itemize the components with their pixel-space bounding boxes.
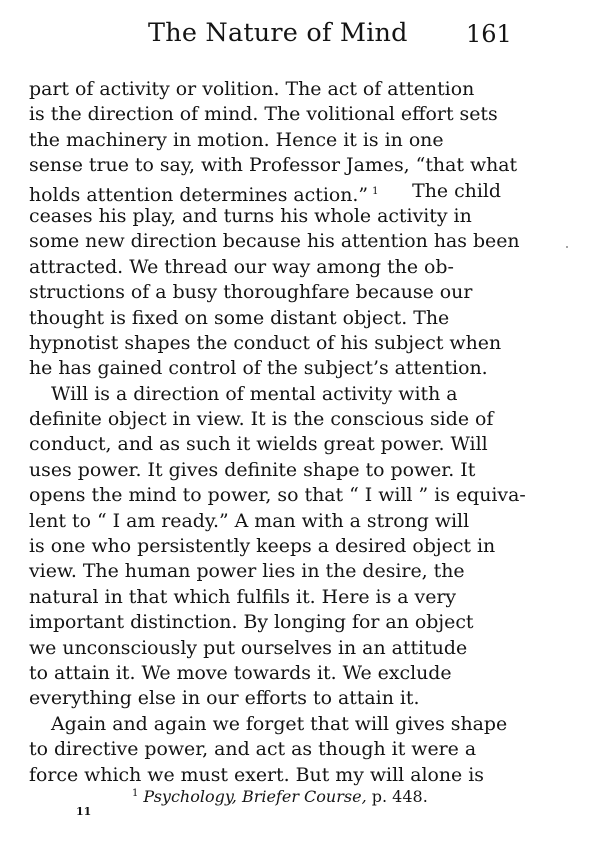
footnote-page: p. 448. bbox=[371, 787, 428, 806]
text-line: holds attention determines action.” $^1$ The child bbox=[29, 179, 501, 206]
footnote bbox=[132, 787, 428, 806]
signature-mark: 11 bbox=[76, 805, 92, 818]
text-line: lent to “ I am ready.” A man with a strong will bbox=[29, 509, 470, 532]
text-line: view. The human power lies in the desire, the bbox=[29, 560, 465, 583]
text-line: sense true to say, with Professor James, “that what bbox=[29, 154, 518, 177]
footnote-mark: 1 bbox=[132, 788, 139, 799]
text-line: force which we must exert. But my will alone is bbox=[29, 763, 484, 786]
text-line: structions of a busy thoroughfare because our bbox=[29, 281, 473, 304]
text-line: is one who persistently keeps a desired object in bbox=[29, 535, 496, 558]
body-text bbox=[29, 77, 526, 788]
text-line: uses power. It gives definite shape to power. It bbox=[29, 458, 476, 481]
text-line: hypnotist shapes the conduct of his subject when bbox=[29, 331, 502, 354]
text-line: to attain it. We move towards it. We exclude bbox=[29, 661, 452, 684]
text-line: the machinery in motion. Hence it is in one bbox=[29, 128, 444, 151]
footnote-reference: 1 bbox=[372, 185, 379, 197]
text-line: to directive power, and act as though it were a bbox=[29, 738, 477, 761]
running-title: The Nature of Mind bbox=[148, 18, 408, 48]
paragraph-start: Again and again we forget that will gives shape bbox=[51, 712, 508, 735]
text-line: we unconsciously put ourselves in an attitude bbox=[29, 636, 468, 659]
text-line: conduct, and as such it wields great power. Will bbox=[29, 433, 488, 456]
text-line: opens the mind to power, so that “ I will ” is equiva- bbox=[29, 484, 526, 507]
text-line: is the direction of mind. The volitional effort sets bbox=[29, 103, 498, 126]
footnote-title: Psychology, Briefer Course, bbox=[143, 787, 367, 806]
text-line: important distinction. By longing for an object bbox=[29, 611, 474, 634]
text-line: ceases his play, and turns his whole activity in bbox=[29, 204, 472, 227]
paragraph-start: Will is a direction of mental activity with a bbox=[51, 382, 458, 405]
text-line: part of activity or volition. The act of attention bbox=[29, 78, 475, 100]
paper-speck bbox=[566, 246, 568, 248]
page-number: 161 bbox=[466, 20, 512, 48]
text-line: he has gained control of the subject’s attention. bbox=[29, 357, 488, 380]
text-line: attracted. We thread our way among the ob- bbox=[29, 255, 454, 278]
text-line: thought is fixed on some distant object. The bbox=[29, 306, 450, 329]
text-line: definite object in view. It is the conscious side of bbox=[29, 408, 494, 431]
text-line: natural in that which fulfils it. Here is a very bbox=[29, 585, 457, 608]
text-line: some new direction because his attention has been bbox=[29, 230, 520, 253]
text-line: everything else in our efforts to attain it. bbox=[29, 687, 420, 710]
